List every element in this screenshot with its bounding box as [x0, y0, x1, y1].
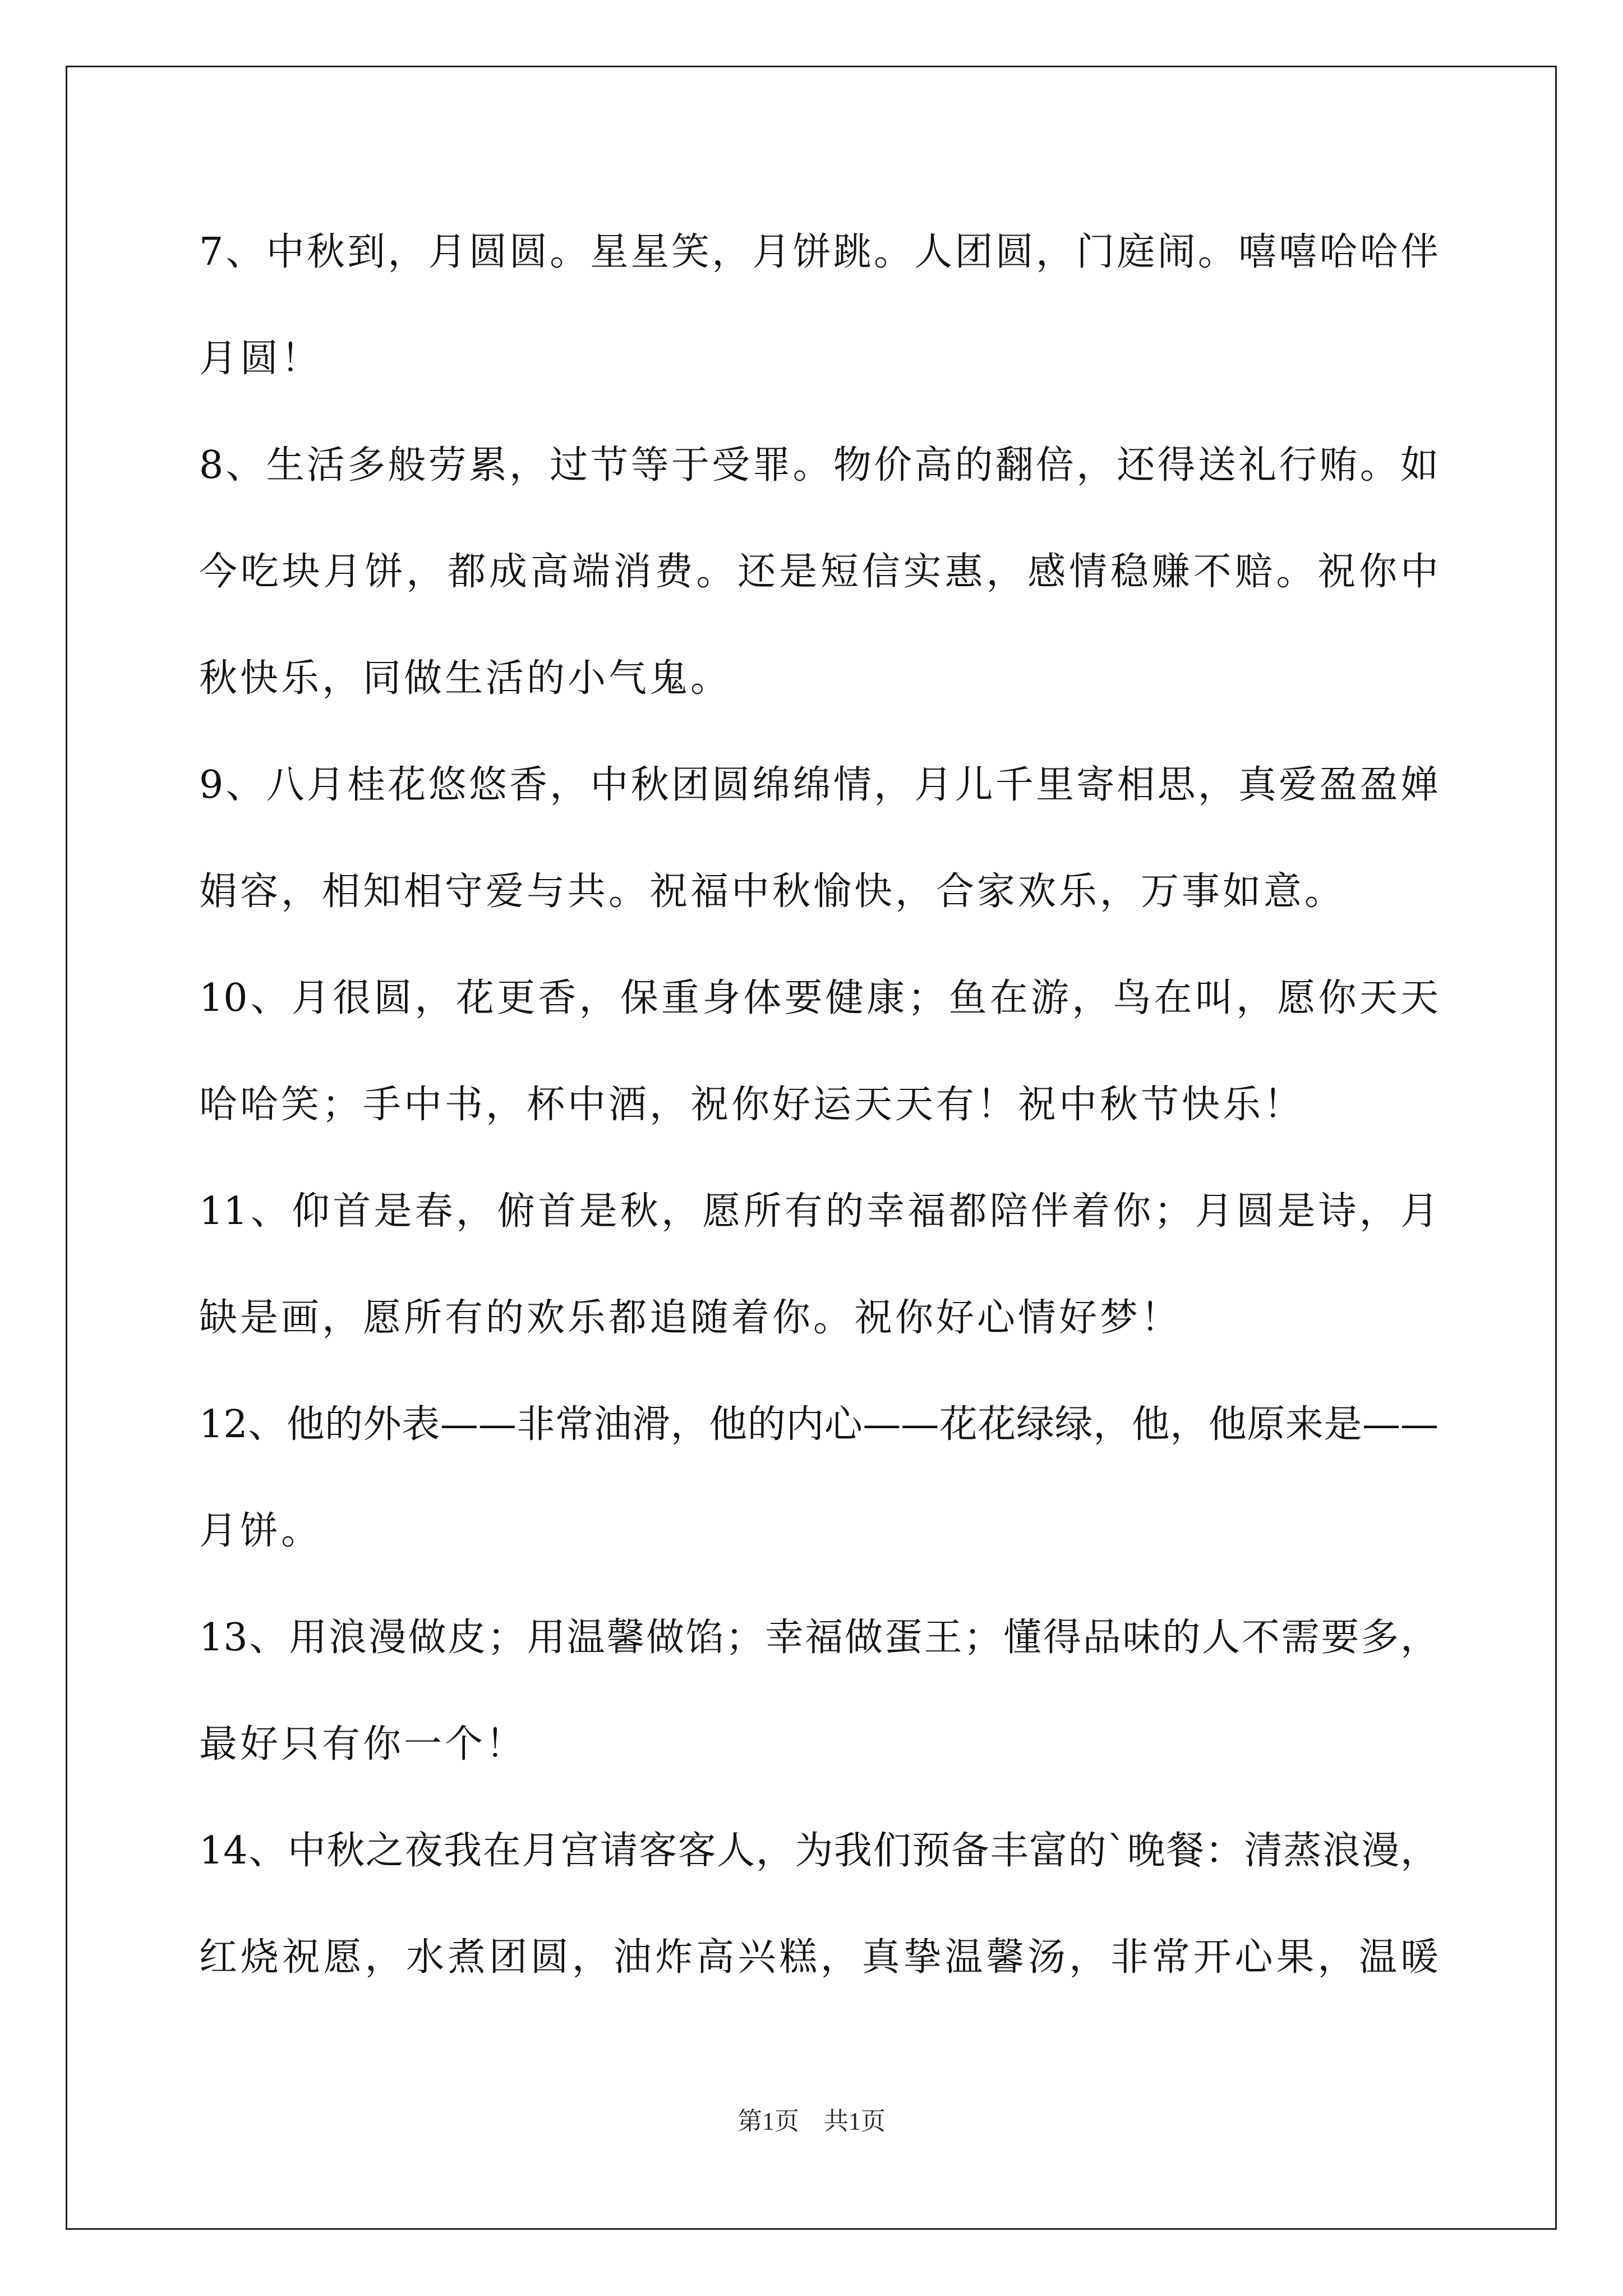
page-total: 共1页: [824, 2108, 886, 2135]
text-line: 13、用浪漫做皮；用温馨做馅；幸福做蛋王；懂得品味的人不需要多，: [199, 1616, 1438, 1660]
text-line: 8、生活多般劳累，过节等于受罪。物价高的翻倍，还得送礼行贿。如: [199, 443, 1438, 487]
text-line: 14、中秋之夜我在月宫请客客人，为我们预备丰富的`晚餐：清蒸浪漫，: [199, 1829, 1438, 1873]
page-number: 第1页: [737, 2108, 799, 2135]
page-footer: [0, 2101, 1623, 2137]
text-line: 缺是画，愿所有的欢乐都追随着你。祝你好心情好梦！: [199, 1296, 1182, 1340]
text-line: 今吃块月饼，都成高端消费。还是短信实惠，感情稳赚不赔。祝你中: [199, 550, 1438, 594]
text-line: 月圆！: [199, 337, 322, 381]
text-line: 哈哈笑；手中书，杯中酒，祝你好运天天有！祝中秋节快乐！: [199, 1083, 1305, 1127]
text-line: 红烧祝愿，水煮团圆，油炸高兴糕，真挚温馨汤，非常开心果，温暖: [199, 1935, 1438, 1980]
text-line: 娟容，相知相守爱与共。祝福中秋愉快，合家欢乐，万事如意。: [199, 869, 1346, 914]
text-line: 月饼。: [199, 1509, 322, 1553]
text-line: 最好只有你一个！: [199, 1722, 527, 1766]
text-line: 秋快乐，同做生活的小气鬼。: [199, 656, 732, 701]
text-line: 11、仰首是春，俯首是秋，愿所有的幸福都陪伴着你；月圆是诗，月: [199, 1189, 1438, 1234]
document-body: [199, 199, 1438, 2011]
text-line: 10、月很圆，花更香，保重身体要健康；鱼在游，鸟在叫，愿你天天: [199, 976, 1438, 1020]
text-line: 7、中秋到，月圆圆。星星笑，月饼跳。人团圆，门庭闹。嘻嘻哈哈伴: [199, 230, 1438, 274]
text-line: 12、他的外表——非常油滑，他的内心——花花绿绿，他，他原来是——: [199, 1402, 1438, 1447]
text-line: 9、八月桂花悠悠香，中秋团圆绵绵情，月儿千里寄相思，真爱盈盈婵: [199, 763, 1438, 807]
